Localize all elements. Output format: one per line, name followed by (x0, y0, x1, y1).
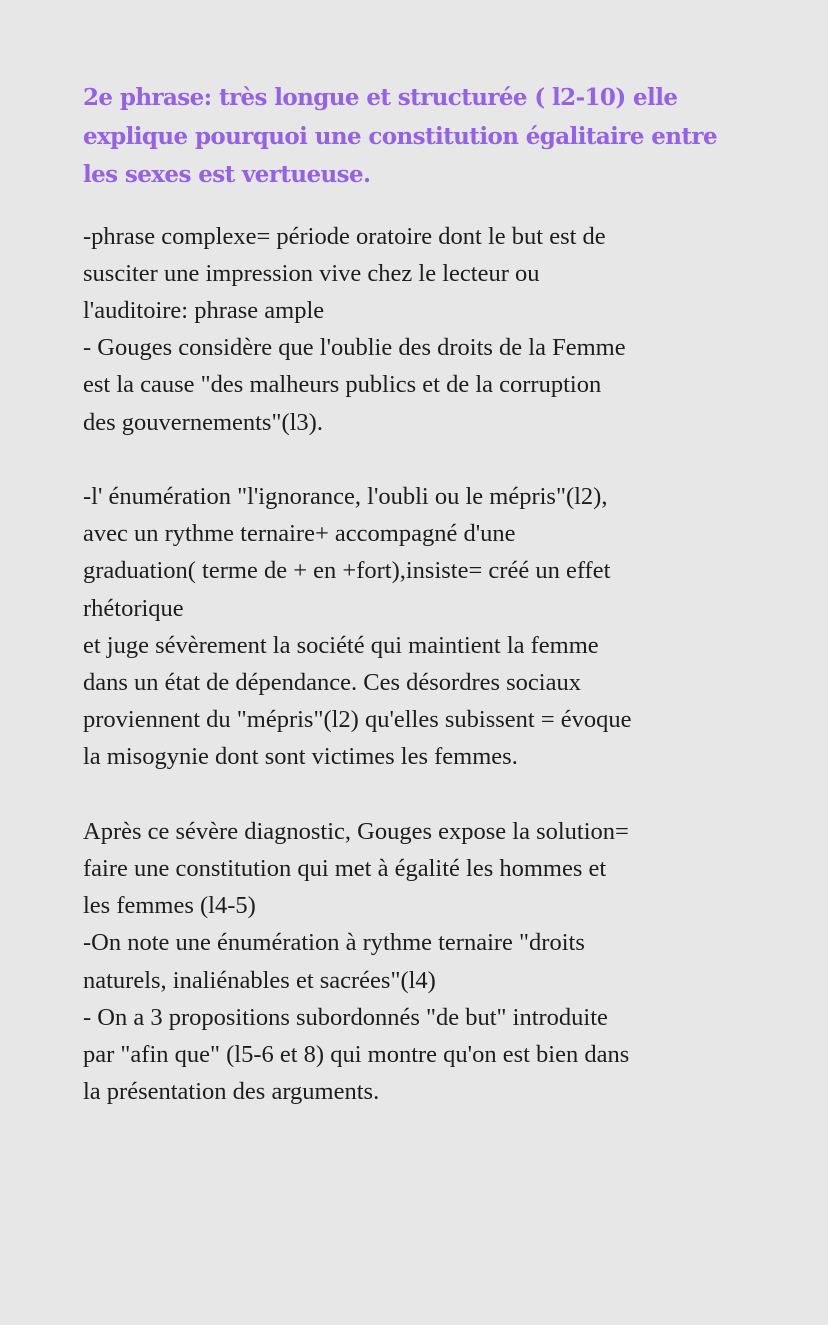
text-line: susciter une impression vive chez le lecteur ou (83, 259, 540, 287)
paragraph-spacer (83, 776, 763, 813)
text-line: l'auditoire: phrase ample (83, 296, 325, 324)
text-line: dans un état de dépendance. Ces désordres sociaux (83, 668, 581, 696)
text-line: rhétorique (83, 594, 184, 622)
text-line: -On note une énumération à rythme ternaire "droits (83, 929, 585, 957)
text-line: Après ce sévère diagnostic, Gouges expose la solution= (83, 817, 629, 845)
text-line: - Gouges considère que l'oublie des droits de la Femme (83, 334, 626, 362)
paragraph-diagnostic (83, 813, 763, 1111)
text-line: naturels, inaliénables et sacrées"(l4) (83, 966, 436, 994)
section-heading (83, 79, 763, 195)
text-line: graduation( terme de + en +fort),insiste= créé un effet (83, 557, 611, 585)
text-line: est la cause "des malheurs publics et de la corruption (83, 371, 602, 399)
paragraph-phrase-complexe (83, 218, 763, 441)
text-line: des gouvernements"(l3). (83, 408, 323, 436)
heading-line: 2e phrase: très longue et structurée ( l2-10) elle (83, 84, 678, 111)
text-line: et juge sévèrement la société qui maintient la femme (83, 631, 599, 659)
heading-line: les sexes est vertueuse. (83, 161, 371, 188)
text-line: les femmes (l4-5) (83, 892, 256, 920)
text-line: la présentation des arguments. (83, 1078, 380, 1106)
text-line: -phrase complexe= période oratoire dont le but est de (83, 222, 606, 250)
paragraph-enumeration (83, 478, 763, 776)
text-line: faire une constitution qui met à égalité les hommes et (83, 854, 607, 882)
paragraph-spacer (83, 441, 763, 478)
document-page (83, 79, 763, 1110)
text-line: par "afin que" (l5-6 et 8) qui montre qu'on est bien dans (83, 1040, 630, 1068)
text-line: avec un rythme ternaire+ accompagné d'une (83, 520, 516, 548)
text-line: -l' énumération "l'ignorance, l'oubli ou le mépris"(l2), (83, 482, 608, 510)
heading-line: explique pourquoi une constitution égalitaire entre (83, 122, 717, 150)
text-line: la misogynie dont sont victimes les femmes. (83, 743, 518, 771)
text-line: - On a 3 propositions subordonnés "de but" introduite (83, 1003, 608, 1031)
text-line: proviennent du "mépris"(l2) qu'elles subissent = évoque (83, 706, 632, 734)
